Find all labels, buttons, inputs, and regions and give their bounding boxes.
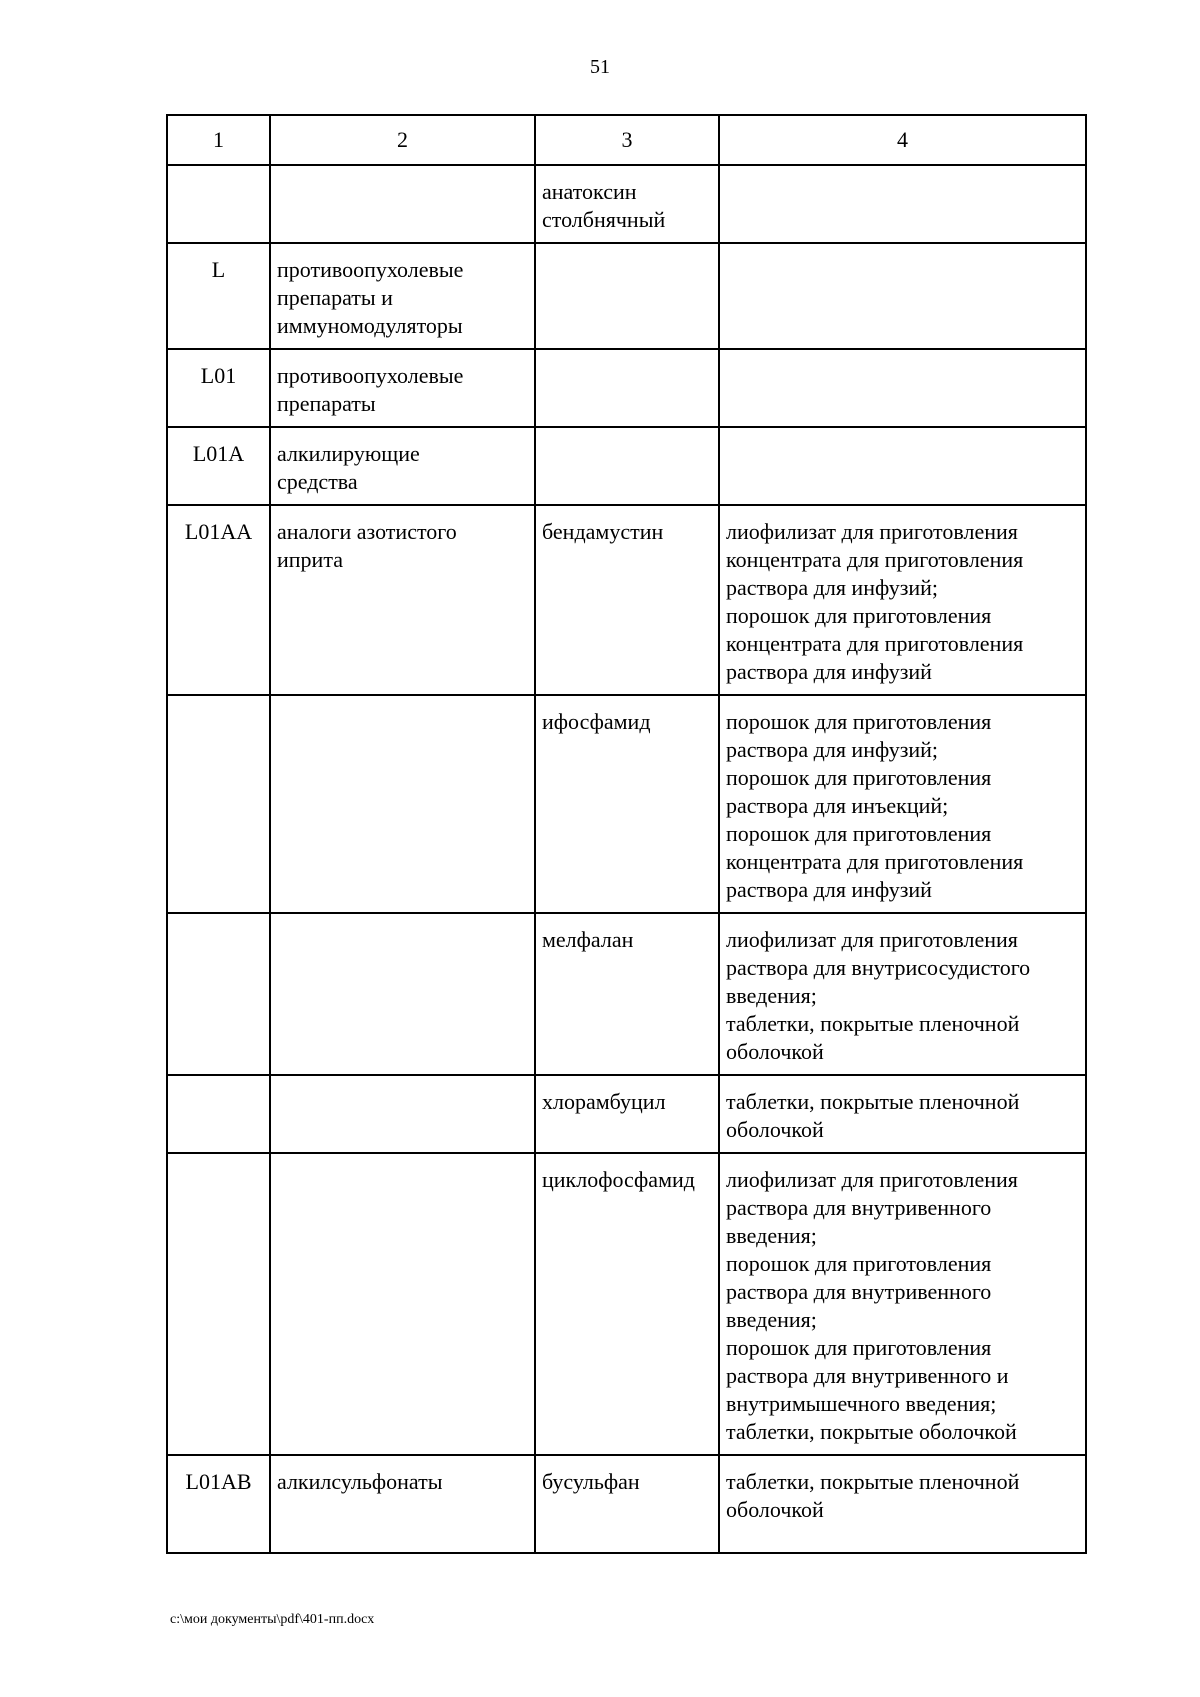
group-cell [270,913,535,1075]
atc-code-cell: L01AA [167,505,270,695]
atc-code-cell: L01A [167,427,270,505]
atc-code-cell [167,1153,270,1455]
column-header-2: 2 [270,115,535,165]
drug-cell [535,243,719,349]
drug-cell: хлорамбуцил [535,1075,719,1153]
atc-code-cell: L01AB [167,1455,270,1553]
form-cell: лиофилизат для приготовления раствора для внутривенного введения; порошок для приготовления раствора для внутривенного введения; порошок для приготовления раствора для внутривенного и внутримышечного введения; таблетки, покрытые оболочкой [719,1153,1086,1455]
atc-code-cell [167,165,270,243]
drug-cell [535,349,719,427]
table-row [167,695,1086,913]
group-cell [270,695,535,913]
group-cell [270,1075,535,1153]
table-row [167,427,1086,505]
drug-cell: ифосфамид [535,695,719,913]
atc-code-cell [167,695,270,913]
form-cell: таблетки, покрытые пленочной оболочкой [719,1455,1086,1553]
atc-code-cell [167,913,270,1075]
table-row [167,243,1086,349]
group-cell [270,165,535,243]
table-row [167,165,1086,243]
table-header-row [167,115,1086,165]
form-cell [719,243,1086,349]
column-header-3: 3 [535,115,719,165]
drug-cell: бусульфан [535,1455,719,1553]
group-cell [270,1153,535,1455]
drug-cell: бендамустин [535,505,719,695]
drug-cell: анатоксин столбнячный [535,165,719,243]
table-row [167,913,1086,1075]
table-row [167,1075,1086,1153]
document-path-footer: c:\мои документы\pdf\401-пп.docx [170,1612,375,1627]
atc-code-cell: L01 [167,349,270,427]
drug-cell: циклофосфамид [535,1153,719,1455]
form-cell: таблетки, покрытые пленочной оболочкой [719,1075,1086,1153]
table-row [167,505,1086,695]
page-number: 51 [590,56,610,78]
group-cell: противоопухолевые препараты и иммуномодуляторы [270,243,535,349]
column-header-1: 1 [167,115,270,165]
atc-code-cell [167,1075,270,1153]
column-header-4: 4 [719,115,1086,165]
drug-table [166,114,1087,1554]
group-cell: алкилирующие средства [270,427,535,505]
form-cell: лиофилизат для приготовления концентрата для приготовления раствора для инфузий; порошок для приготовления концентрата для приготовления раствора для инфузий [719,505,1086,695]
table-row [167,1455,1086,1553]
form-cell: порошок для приготовления раствора для инфузий; порошок для приготовления раствора для инъекций; порошок для приготовления концентрата для приготовления раствора для инфузий [719,695,1086,913]
atc-code-cell: L [167,243,270,349]
drug-cell: мелфалан [535,913,719,1075]
form-cell [719,165,1086,243]
group-cell: алкилсульфонаты [270,1455,535,1553]
form-cell: лиофилизат для приготовления раствора для внутрисосудистого введения; таблетки, покрытые пленочной оболочкой [719,913,1086,1075]
form-cell [719,427,1086,505]
table-row [167,1153,1086,1455]
group-cell: аналоги азотистого иприта [270,505,535,695]
group-cell: противоопухолевые препараты [270,349,535,427]
table-row [167,349,1086,427]
drug-cell [535,427,719,505]
form-cell [719,349,1086,427]
